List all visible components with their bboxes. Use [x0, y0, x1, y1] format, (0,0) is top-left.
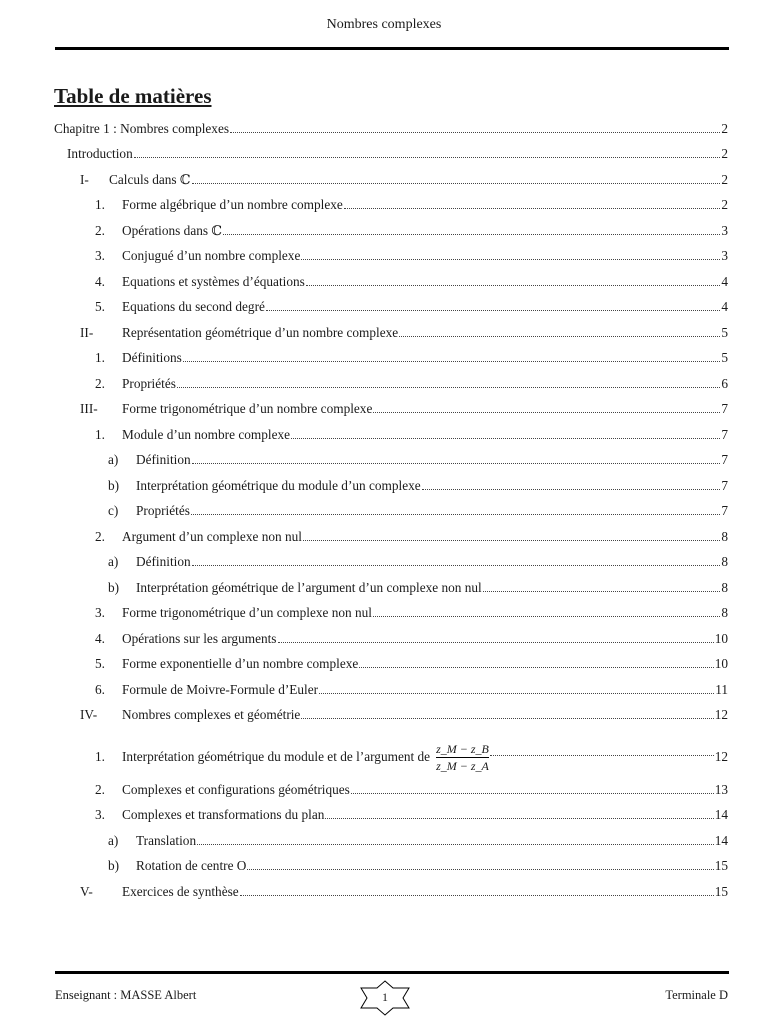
toc-entry[interactable] — [95, 525, 728, 545]
toc-entry[interactable] — [95, 678, 728, 698]
dot-leader — [301, 718, 713, 719]
toc-entry-title: Argument d’un complexe non nul — [122, 529, 302, 544]
toc-entry-page: 15 — [714, 858, 728, 873]
toc-entry-page: 8 — [721, 580, 728, 595]
footer-rule — [55, 971, 729, 974]
toc-entry-page: 7 — [721, 503, 728, 518]
toc-entry-number: 1. — [95, 197, 105, 212]
toc-entry[interactable] — [95, 423, 728, 443]
fraction-denominator: z_M − z_A — [436, 758, 489, 773]
toc-entry-title: Formule de Moivre-Formule d’Euler — [122, 682, 319, 697]
toc-entry-page: 2 — [721, 172, 728, 187]
dot-leader — [230, 132, 720, 133]
toc-entry-number: a) — [108, 554, 119, 569]
toc-entry-number: 4. — [95, 631, 105, 646]
toc-entry-page: 12 — [714, 707, 728, 722]
toc-entry-page: 11 — [715, 682, 728, 697]
toc-entry[interactable] — [95, 627, 728, 647]
toc-entry-title: Forme trigonométrique d’un complexe non nul — [122, 605, 373, 620]
toc-entry-number: II- — [80, 325, 94, 340]
header-title: Nombres complexes — [326, 17, 442, 32]
toc-entry-title: Rotation de centre O — [136, 858, 247, 873]
toc-entry-page: 12 — [714, 749, 728, 764]
toc-entry-page: 7 — [721, 401, 728, 416]
dot-leader — [490, 755, 714, 756]
toc-entry-page: 2 — [721, 146, 728, 161]
dot-leader — [399, 336, 720, 337]
toc-entry-title: Opérations sur les arguments — [122, 631, 277, 646]
dot-leader — [197, 844, 714, 845]
dot-leader — [319, 693, 714, 694]
toc-entry-page: 8 — [721, 554, 728, 569]
fraction-numerator: z_M − z_B — [436, 741, 489, 756]
toc-entry-number: 1. — [95, 427, 105, 442]
toc-entry[interactable] — [108, 448, 728, 468]
toc-entry[interactable] — [80, 880, 728, 900]
toc-entry-number: c) — [108, 503, 119, 518]
toc-entry-page: 10 — [714, 656, 728, 671]
toc-entry[interactable] — [80, 168, 728, 188]
toc-entry-title: Exercices de synthèse — [122, 884, 239, 899]
dot-leader — [247, 869, 713, 870]
toc-entry-number: a) — [108, 452, 119, 467]
toc-entry-page: 8 — [721, 605, 728, 620]
toc-entry[interactable] — [95, 193, 728, 213]
toc-entry-page: 10 — [714, 631, 728, 646]
toc-entry-title: Interprétation géométrique du module et de l’argument de — [122, 749, 431, 764]
toc-entry-page: 7 — [721, 427, 728, 442]
dot-leader — [422, 489, 721, 490]
toc-entry-number: 2. — [95, 529, 105, 544]
toc-entry-number: 5. — [95, 299, 105, 314]
toc-entry-title: Equations et systèmes d’équations — [122, 274, 305, 289]
fraction-formula — [436, 742, 489, 773]
toc-entry-title: Définition — [136, 452, 191, 467]
dot-leader — [223, 234, 720, 235]
toc-entry-number: 6. — [95, 682, 105, 697]
toc-entry-page: 14 — [714, 833, 728, 848]
dot-leader — [301, 259, 720, 260]
toc-entry-number: 1. — [95, 350, 105, 365]
toc-entry-title: Module d’un nombre complexe — [122, 427, 291, 442]
toc-entry[interactable] — [95, 219, 728, 239]
dot-leader — [240, 895, 714, 896]
toc-entry-title: Chapitre 1 : Nombres complexes — [54, 121, 230, 136]
toc-entry-title: Nombres complexes et géométrie — [122, 707, 301, 722]
toc-entry-number: 5. — [95, 656, 105, 671]
toc-entry[interactable] — [95, 652, 728, 672]
toc-entry-title: Complexes et configurations géométriques — [122, 782, 350, 797]
fraction-bar — [436, 757, 489, 758]
page-number: 1 — [382, 990, 388, 1004]
dot-leader — [303, 540, 720, 541]
dot-leader — [306, 285, 721, 286]
toc-entry-number: III- — [80, 401, 98, 416]
toc-entry[interactable] — [108, 499, 728, 519]
dot-leader — [291, 438, 720, 439]
toc-entry-page: 4 — [721, 299, 728, 314]
toc-entry-title: Opérations dans ℂ — [122, 223, 222, 238]
toc-entry[interactable] — [80, 321, 728, 341]
toc-entry-page: 2 — [721, 121, 728, 136]
toc-entry[interactable] — [108, 474, 728, 494]
toc-entry[interactable] — [95, 270, 728, 290]
toc-entry[interactable] — [95, 737, 728, 777]
dot-leader — [192, 183, 721, 184]
toc-entry-page: 5 — [721, 325, 728, 340]
toc-entry-title: Interprétation géométrique du module d’un complexe — [136, 478, 421, 493]
dot-leader — [325, 818, 713, 819]
toc-entry-number: 2. — [95, 782, 105, 797]
toc-entry[interactable] — [95, 601, 728, 621]
dot-leader — [483, 591, 721, 592]
toc-entry-number: I- — [80, 172, 89, 187]
toc-entry-page: 7 — [721, 452, 728, 467]
footer-teacher: Enseignant : MASSE Albert — [55, 988, 197, 1002]
toc-entry[interactable] — [67, 142, 728, 162]
toc-entry-page: 4 — [721, 274, 728, 289]
toc-entry-number: 3. — [95, 605, 105, 620]
toc-entry-title: Interprétation géométrique de l’argument d’un complexe non nul — [136, 580, 482, 595]
toc-entry-page: 14 — [714, 807, 728, 822]
toc-entry-number: V- — [80, 884, 93, 899]
toc-entry-title: Définition — [136, 554, 191, 569]
footer-class: Terminale D — [665, 988, 728, 1002]
toc-entry-number: 4. — [95, 274, 105, 289]
dot-leader — [266, 310, 720, 311]
toc-entry-page: 15 — [714, 884, 728, 899]
toc-entry[interactable] — [108, 854, 728, 874]
toc-entry-number: 3. — [95, 248, 105, 263]
toc-entry-number: b) — [108, 478, 120, 493]
toc-entry[interactable] — [95, 346, 728, 366]
toc-entry-number: b) — [108, 580, 120, 595]
toc-entry-title: Conjugué d’un nombre complexe — [122, 248, 301, 263]
dot-leader — [373, 412, 720, 413]
dot-leader — [359, 667, 713, 668]
dot-leader — [191, 514, 720, 515]
toc-entry[interactable] — [108, 550, 728, 570]
dot-leader — [192, 565, 721, 566]
toc-entry[interactable] — [95, 295, 728, 315]
toc-entry-title: Propriétés — [136, 503, 190, 518]
toc-entry-number: 2. — [95, 223, 105, 238]
page-number-badge — [359, 980, 411, 1016]
toc-entry-title: Forme algébrique d’un nombre complexe — [122, 197, 343, 212]
toc-entry[interactable] — [108, 576, 728, 596]
toc-entry-title: Complexes et transformations du plan — [122, 807, 325, 822]
toc-entry-page: 2 — [721, 197, 728, 212]
toc-entry-title: Equations du second degré — [122, 299, 265, 314]
toc-entry[interactable] — [95, 372, 728, 392]
toc-entry-page: 13 — [714, 782, 728, 797]
toc-entry-number: a) — [108, 833, 119, 848]
toc-entry-number: 3. — [95, 807, 105, 822]
toc-entry-number: IV- — [80, 707, 98, 722]
dot-leader — [183, 361, 721, 362]
toc-entry[interactable] — [80, 703, 728, 723]
toc-entry-page: 3 — [721, 248, 728, 263]
dot-leader — [177, 387, 720, 388]
toc-heading: Table de matières — [54, 84, 212, 108]
toc-entry-title: Définitions — [122, 350, 182, 365]
toc-entry[interactable] — [108, 829, 728, 849]
toc-entry-page: 5 — [721, 350, 728, 365]
toc-entry-title: Forme trigonométrique d’un nombre complexe — [122, 401, 373, 416]
dot-leader — [278, 642, 714, 643]
toc-entry[interactable] — [95, 778, 728, 798]
toc-entry-page: 8 — [721, 529, 728, 544]
toc-entry[interactable] — [95, 244, 728, 264]
toc-entry-number: b) — [108, 858, 120, 873]
toc-entry-title: Introduction — [67, 146, 133, 161]
toc-entry-title: Propriétés — [122, 376, 176, 391]
dot-leader — [344, 208, 721, 209]
toc-entry-title: Représentation géométrique d’un nombre complexe — [122, 325, 399, 340]
dot-leader — [134, 157, 721, 158]
toc-entry-title: Calculs dans ℂ — [109, 172, 191, 187]
toc-entry-page: 6 — [721, 376, 728, 391]
toc-entry[interactable] — [80, 397, 728, 417]
toc-entry[interactable] — [54, 117, 728, 137]
dot-leader — [373, 616, 720, 617]
toc-entry-number: 2. — [95, 376, 105, 391]
header-rule — [55, 47, 729, 50]
toc-entry[interactable] — [95, 803, 728, 823]
toc-entry-number: 1. — [95, 749, 105, 764]
toc-entry-title: Forme exponentielle d’un nombre complexe — [122, 656, 359, 671]
toc-entry-title: Translation — [136, 833, 197, 848]
dot-leader — [351, 793, 714, 794]
dot-leader — [192, 463, 721, 464]
toc-entry-page: 7 — [721, 478, 728, 493]
toc-entry-page: 3 — [721, 223, 728, 238]
